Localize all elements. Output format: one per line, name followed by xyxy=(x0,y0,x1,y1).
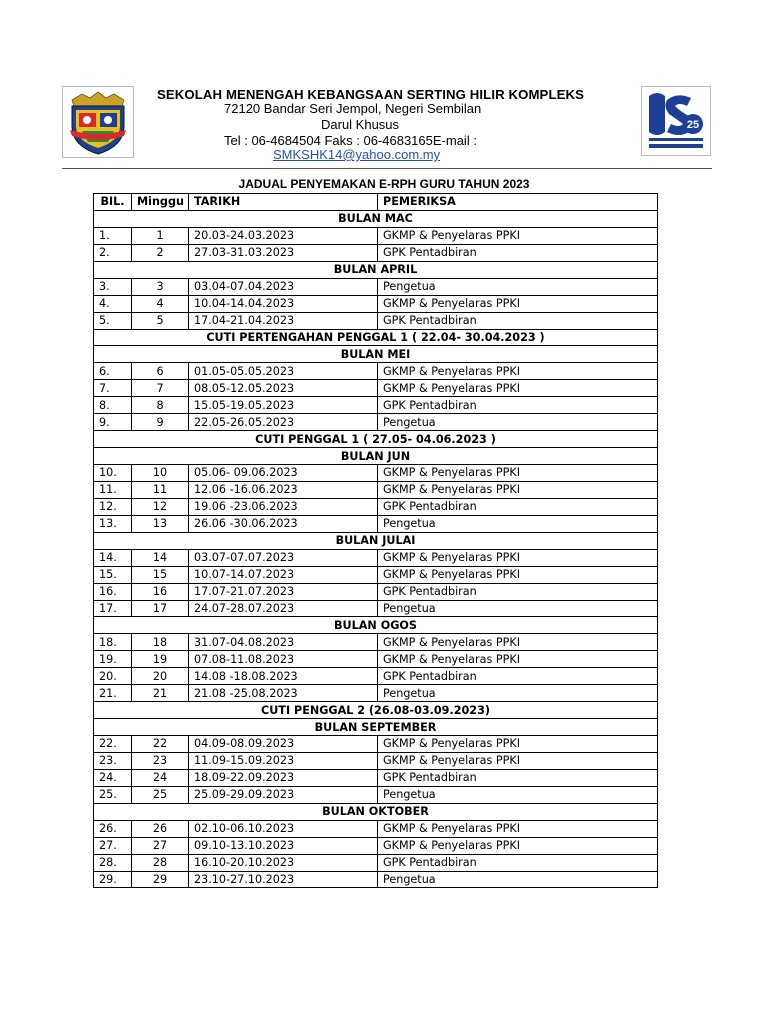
table-row xyxy=(94,481,658,498)
bil-cell: 27. xyxy=(94,837,132,854)
bil-cell: 3. xyxy=(94,278,132,295)
table-row xyxy=(94,397,658,414)
bil-cell: 18. xyxy=(94,634,132,651)
pemeriksa-cell: GPK Pentadbiran xyxy=(378,397,658,414)
minggu-cell: 12 xyxy=(132,498,189,515)
document-title: JADUAL PENYEMAKAN E-RPH GURU TAHUN 2023 xyxy=(238,177,530,191)
table-row xyxy=(94,312,658,329)
tarikh-cell: 12.06 -16.06.2023 xyxy=(189,481,378,498)
tarikh-cell: 21.08 -25.08.2023 xyxy=(189,685,378,702)
pemeriksa-cell: GKMP & Penyelaras PPKI xyxy=(378,736,658,753)
bil-cell: 24. xyxy=(94,769,132,786)
minggu-cell: 1 xyxy=(132,227,189,244)
minggu-cell: 16 xyxy=(132,583,189,600)
bil-cell: 13. xyxy=(94,515,132,532)
section-heading: BULAN JULAI xyxy=(94,532,658,549)
bil-cell: 25. xyxy=(94,786,132,803)
section-heading: CUTI PENGGAL 1 ( 27.05- 04.06.2023 ) xyxy=(94,431,658,448)
pemeriksa-cell: GPK Pentadbiran xyxy=(378,312,658,329)
tarikh-cell: 22.05-26.05.2023 xyxy=(189,414,378,431)
section-heading: BULAN OKTOBER xyxy=(94,803,658,820)
table-row xyxy=(94,583,658,600)
table-row xyxy=(94,736,658,753)
table-row xyxy=(94,769,658,786)
table-row xyxy=(94,600,658,617)
pemeriksa-cell: Pengetua xyxy=(378,871,658,888)
tarikh-cell: 27.03-31.03.2023 xyxy=(189,244,378,261)
bil-cell: 8. xyxy=(94,397,132,414)
minggu-cell: 14 xyxy=(132,549,189,566)
tarikh-cell: 10.07-14.07.2023 xyxy=(189,566,378,583)
minggu-cell: 2 xyxy=(132,244,189,261)
bil-cell: 7. xyxy=(94,380,132,397)
tarikh-cell: 03.04-07.04.2023 xyxy=(189,278,378,295)
section-row xyxy=(94,702,658,719)
section-row xyxy=(94,431,658,448)
minggu-cell: 28 xyxy=(132,854,189,871)
pemeriksa-cell: GPK Pentadbiran xyxy=(378,769,658,786)
pemeriksa-cell: Pengetua xyxy=(378,278,658,295)
table-header-row xyxy=(94,194,658,211)
pemeriksa-cell: GKMP & Penyelaras PPKI xyxy=(378,566,658,583)
bil-cell: 28. xyxy=(94,854,132,871)
table-row xyxy=(94,295,658,312)
pemeriksa-cell: GPK Pentadbiran xyxy=(378,498,658,515)
table-row xyxy=(94,515,658,532)
tarikh-cell: 16.10-20.10.2023 xyxy=(189,854,378,871)
section-row xyxy=(94,261,658,278)
section-heading: BULAN APRIL xyxy=(94,261,658,278)
minggu-cell: 29 xyxy=(132,871,189,888)
minggu-cell: 6 xyxy=(132,363,189,380)
minggu-cell: 11 xyxy=(132,481,189,498)
table-row xyxy=(94,820,658,837)
bil-cell: 12. xyxy=(94,498,132,515)
bil-cell: 9. xyxy=(94,414,132,431)
minggu-cell: 9 xyxy=(132,414,189,431)
pemeriksa-cell: GKMP & Penyelaras PPKI xyxy=(378,651,658,668)
tarikh-cell: 19.06 -23.06.2023 xyxy=(189,498,378,515)
bil-cell: 20. xyxy=(94,668,132,685)
pemeriksa-cell: GKMP & Penyelaras PPKI xyxy=(378,752,658,769)
table-row xyxy=(94,668,658,685)
table-row xyxy=(94,549,658,566)
bil-cell: 22. xyxy=(94,736,132,753)
table-row xyxy=(94,685,658,702)
tarikh-cell: 10.04-14.04.2023 xyxy=(189,295,378,312)
table-row xyxy=(94,752,658,769)
section-heading: BULAN MEI xyxy=(94,346,658,363)
minggu-cell: 7 xyxy=(132,380,189,397)
minggu-cell: 25 xyxy=(132,786,189,803)
section-row xyxy=(94,448,658,465)
pemeriksa-cell: GKMP & Penyelaras PPKI xyxy=(378,549,658,566)
bil-cell: 17. xyxy=(94,600,132,617)
pemeriksa-cell: GKMP & Penyelaras PPKI xyxy=(378,227,658,244)
tarikh-cell: 04.09-08.09.2023 xyxy=(189,736,378,753)
tarikh-cell: 03.07-07.07.2023 xyxy=(189,549,378,566)
tarikh-cell: 17.07-21.07.2023 xyxy=(189,583,378,600)
minggu-cell: 15 xyxy=(132,566,189,583)
table-row xyxy=(94,498,658,515)
pemeriksa-cell: GKMP & Penyelaras PPKI xyxy=(378,295,658,312)
tarikh-cell: 24.07-28.07.2023 xyxy=(189,600,378,617)
table-row xyxy=(94,566,658,583)
minggu-cell: 27 xyxy=(132,837,189,854)
bil-cell: 19. xyxy=(94,651,132,668)
column-header-bil: BIL. xyxy=(94,194,132,211)
tarikh-cell: 23.10-27.10.2023 xyxy=(189,871,378,888)
minggu-cell: 26 xyxy=(132,820,189,837)
bil-cell: 5. xyxy=(94,312,132,329)
column-header-minggu: Minggu xyxy=(132,194,189,211)
column-header-pemeriksa: PEMERIKSA xyxy=(378,194,658,211)
pemeriksa-cell: Pengetua xyxy=(378,685,658,702)
tarikh-cell: 18.09-22.09.2023 xyxy=(189,769,378,786)
table-row xyxy=(94,837,658,854)
section-heading: CUTI PENGGAL 2 (26.08-03.09.2023) xyxy=(94,702,658,719)
section-heading: CUTI PERTENGAHAN PENGGAL 1 ( 22.04- 30.04.2023 ) xyxy=(94,329,658,346)
pemeriksa-cell: GKMP & Penyelaras PPKI xyxy=(378,380,658,397)
tarikh-cell: 15.05-19.05.2023 xyxy=(189,397,378,414)
contact-line: Tel : 06-4684504 Faks : 06-4683165E-mail : xyxy=(224,133,477,148)
pemeriksa-cell: GKMP & Penyelaras PPKI xyxy=(378,837,658,854)
bil-cell: 6. xyxy=(94,363,132,380)
tarikh-cell: 05.06- 09.06.2023 xyxy=(189,465,378,482)
pemeriksa-cell: GKMP & Penyelaras PPKI xyxy=(378,465,658,482)
table-row xyxy=(94,414,658,431)
section-row xyxy=(94,803,658,820)
table-row xyxy=(94,380,658,397)
minggu-cell: 18 xyxy=(132,634,189,651)
school-crest-icon xyxy=(62,86,134,158)
schedule-table xyxy=(93,193,658,888)
table-row xyxy=(94,854,658,871)
pemeriksa-cell: GKMP & Penyelaras PPKI xyxy=(378,363,658,380)
minggu-cell: 10 xyxy=(132,465,189,482)
bil-cell: 2. xyxy=(94,244,132,261)
email-link[interactable]: SMKSHK14@yahoo.com.my xyxy=(273,147,441,162)
pemeriksa-cell: Pengetua xyxy=(378,786,658,803)
section-heading: BULAN JUN xyxy=(94,448,658,465)
pemeriksa-cell: GPK Pentadbiran xyxy=(378,244,658,261)
pemeriksa-cell: GKMP & Penyelaras PPKI xyxy=(378,820,658,837)
bil-cell: 4. xyxy=(94,295,132,312)
table-row xyxy=(94,651,658,668)
bil-cell: 15. xyxy=(94,566,132,583)
tarikh-cell: 17.04-21.04.2023 xyxy=(189,312,378,329)
section-row xyxy=(94,210,658,227)
address-line-1: 72120 Bandar Seri Jempol, Negeri Sembilan xyxy=(224,101,482,116)
header-divider xyxy=(62,168,712,169)
tarikh-cell: 08.05-12.05.2023 xyxy=(189,380,378,397)
table-row xyxy=(94,786,658,803)
bil-cell: 21. xyxy=(94,685,132,702)
bil-cell: 14. xyxy=(94,549,132,566)
tarikh-cell: 02.10-06.10.2023 xyxy=(189,820,378,837)
minggu-cell: 22 xyxy=(132,736,189,753)
table-row xyxy=(94,363,658,380)
tarikh-cell: 01.05-05.05.2023 xyxy=(189,363,378,380)
address-line-2: Darul Khusus xyxy=(321,117,400,132)
column-header-tarikh: TARIKH xyxy=(189,194,378,211)
table-row xyxy=(94,871,658,888)
section-row xyxy=(94,346,658,363)
pemeriksa-cell: GKMP & Penyelaras PPKI xyxy=(378,634,658,651)
minggu-cell: 3 xyxy=(132,278,189,295)
pemeriksa-cell: Pengetua xyxy=(378,600,658,617)
section-row xyxy=(94,532,658,549)
minggu-cell: 8 xyxy=(132,397,189,414)
tarikh-cell: 25.09-29.09.2023 xyxy=(189,786,378,803)
bil-cell: 16. xyxy=(94,583,132,600)
pemeriksa-cell: GKMP & Penyelaras PPKI xyxy=(378,481,658,498)
bil-cell: 26. xyxy=(94,820,132,837)
bil-cell: 29. xyxy=(94,871,132,888)
minggu-cell: 21 xyxy=(132,685,189,702)
section-row xyxy=(94,719,658,736)
pemeriksa-cell: GPK Pentadbiran xyxy=(378,668,658,685)
section-heading: BULAN OGOS xyxy=(94,617,658,634)
tarikh-cell: 20.03-24.03.2023 xyxy=(189,227,378,244)
minggu-cell: 24 xyxy=(132,769,189,786)
minggu-cell: 20 xyxy=(132,668,189,685)
table-row xyxy=(94,634,658,651)
bil-cell: 23. xyxy=(94,752,132,769)
bil-cell: 11. xyxy=(94,481,132,498)
minggu-cell: 4 xyxy=(132,295,189,312)
logo-number: 25 xyxy=(686,119,700,131)
anniversary-logo-icon xyxy=(641,86,711,156)
pemeriksa-cell: Pengetua xyxy=(378,414,658,431)
table-body xyxy=(94,210,658,888)
minggu-cell: 5 xyxy=(132,312,189,329)
tarikh-cell: 11.09-15.09.2023 xyxy=(189,752,378,769)
tarikh-cell: 31.07-04.08.2023 xyxy=(189,634,378,651)
tarikh-cell: 14.08 -18.08.2023 xyxy=(189,668,378,685)
pemeriksa-cell: GPK Pentadbiran xyxy=(378,854,658,871)
tarikh-cell: 09.10-13.10.2023 xyxy=(189,837,378,854)
table-row xyxy=(94,278,658,295)
pemeriksa-cell: Pengetua xyxy=(378,515,658,532)
section-heading: BULAN SEPTEMBER xyxy=(94,719,658,736)
minggu-cell: 17 xyxy=(132,600,189,617)
bil-cell: 10. xyxy=(94,465,132,482)
section-row xyxy=(94,617,658,634)
minggu-cell: 23 xyxy=(132,752,189,769)
section-row xyxy=(94,329,658,346)
tarikh-cell: 07.08-11.08.2023 xyxy=(189,651,378,668)
minggu-cell: 19 xyxy=(132,651,189,668)
table-row xyxy=(94,465,658,482)
minggu-cell: 13 xyxy=(132,515,189,532)
table-row xyxy=(94,244,658,261)
table-row xyxy=(94,227,658,244)
bil-cell: 1. xyxy=(94,227,132,244)
section-heading: BULAN MAC xyxy=(94,210,658,227)
school-name: SEKOLAH MENENGAH KEBANGSAAN SERTING HILIR KOMPLEKS xyxy=(157,87,585,102)
pemeriksa-cell: GPK Pentadbiran xyxy=(378,583,658,600)
tarikh-cell: 26.06 -30.06.2023 xyxy=(189,515,378,532)
